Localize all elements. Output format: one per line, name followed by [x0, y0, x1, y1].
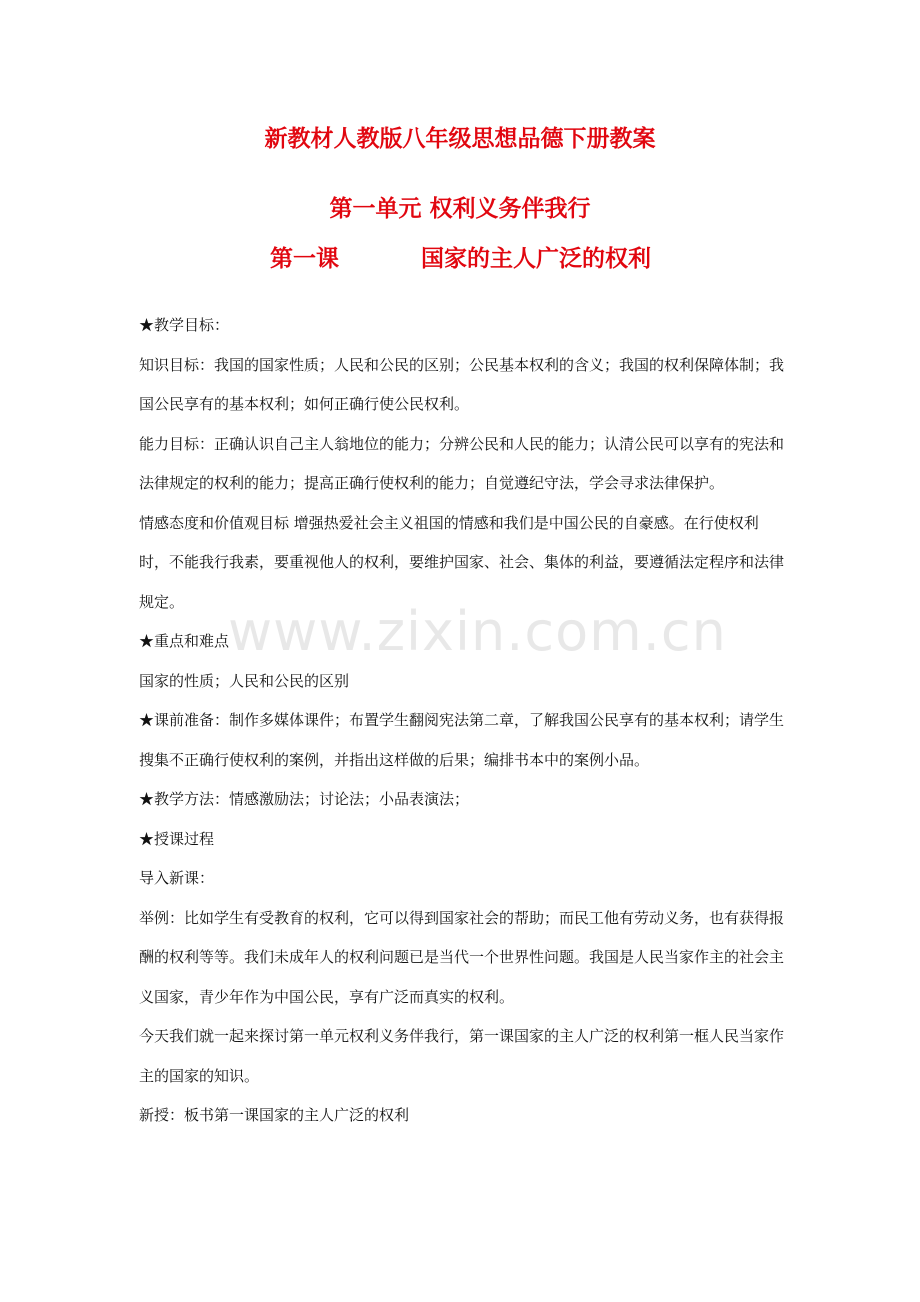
document-body: [139, 306, 784, 1136]
paragraph: 国家的性质；人民和公民的区别: [139, 671, 350, 690]
watermark: www.zixin.com.cn: [228, 600, 727, 663]
paragraph: 导入新课：: [139, 869, 215, 887]
paragraph: 举例：比如学生有受教育的权利，它可以得到国家社会的帮助；而民工他有劳动义务，也有获得报酬的权利等等。我们未成年人的权利问题已是当代一个世界性问题。我国是人民当家作主的社会主义国家，青少年作为中国公民，享有广泛而真实的权利。: [139, 908, 785, 1006]
lesson-name: 国家的主人广泛的权利: [421, 246, 651, 272]
unit-heading: 第一单元 权利义务伴我行: [329, 196, 591, 222]
paragraph: ★教学方法：情感激励法；讨论法；小品表演法；: [139, 790, 470, 808]
lesson-heading: [270, 240, 651, 273]
paragraph: 能力目标：正确认识自己主人翁地位的能力；分辨公民和人民的能力；认清公民可以享有的宪法和法律规定的权利的能力；提高正确行使权利的能力；自觉遵纪守法，学会寻求法律保护。: [139, 434, 785, 492]
paragraph: 知识目标：我国的国家性质；人民和公民的区别；公民基本权利的含义；我国的权利保障体制；我国公民享有的基本权利；如何正确行使公民权利。: [139, 355, 785, 413]
lesson-number: 第一课: [270, 246, 339, 272]
paragraph: 情感态度和价值观目标 增强热爱社会主义祖国的情感和我们是中国公民的自豪感。在行使权利时，不能我行我素，要重视他人的权利，要维护国家、社会、集体的利益，要遵循法定程序和法律规定。: [139, 513, 785, 611]
document-title: 新教材人教版八年级思想品德下册教案: [264, 126, 656, 152]
paragraph: ★授课过程: [139, 829, 215, 848]
paragraph: ★课前准备：制作多媒体课件；布置学生翻阅宪法第二章，了解我国公民享有的基本权利；请学生搜集不正确行使权利的案例，并指出这样做的后果；编排书本中的案例小品。: [139, 711, 785, 769]
paragraph: 新授：板书第一课国家的主人广泛的权利: [139, 1106, 410, 1124]
paragraph: ★重点和难点: [139, 632, 230, 650]
paragraph: 今天我们就一起来探讨第一单元权利义务伴我行，第一课国家的主人广泛的权利第一框人民当家作主的国家的知识。: [139, 1027, 785, 1085]
paragraph: ★教学目标：: [139, 316, 230, 334]
